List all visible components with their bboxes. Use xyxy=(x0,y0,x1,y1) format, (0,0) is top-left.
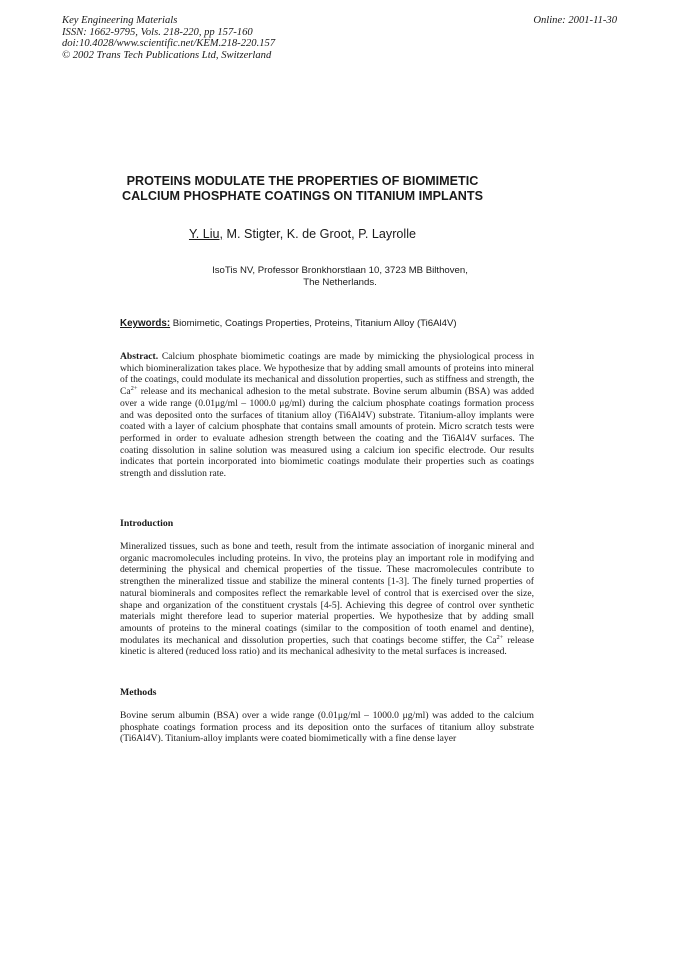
introduction-heading: Introduction xyxy=(120,518,174,529)
other-authors: M. Stigter, K. de Groot, P. Layrolle xyxy=(223,227,417,241)
copyright-line: © 2002 Trans Tech Publications Ltd, Switzerland xyxy=(62,49,272,61)
online-date: Online: 2001-11-30 xyxy=(533,15,617,26)
abstract-sup: 2+ xyxy=(130,384,138,392)
journal-name: Key Engineering Materials xyxy=(62,15,178,26)
doi-line: doi:10.4028/www.scientific.net/KEM.218-220.157 xyxy=(62,38,276,50)
affiliation-line-2: The Netherlands. xyxy=(303,276,377,288)
abstract-paragraph xyxy=(120,351,534,480)
introduction-sup: 2+ xyxy=(496,633,504,641)
author-list xyxy=(0,227,605,241)
introduction-text-1: Mineralized tissues, such as bone and teeth, result from the intimate association of inorganic mineral and organic macromolecules including proteins. In vivo, the proteins play an important role in modifying and determining the physical and chemical properties of the tissue. These macromolecules contribute to strengthen the mineralized tissue and stabilize the mineral contents [1-3]. The finely turned properties of natural biominerals and composites reflect the remarkable level of control that is exercised over the size, shape and organization of the constituent crystals [4-5]. Achieving this degree of control over synthetic materials might therefore lead to superior material properties. We hypothesize that by adding small amounts of proteins to the mineral coatings (similar to the composition of tooth enamel and dentine), modulates its mechanical and dissolution properties, such that coatings become stiffer, the Ca xyxy=(120,541,534,646)
methods-heading: Methods xyxy=(120,687,157,698)
keywords xyxy=(120,318,457,329)
paper-title-line-1: PROTEINS MODULATE THE PROPERTIES OF BIOMIMETIC xyxy=(126,174,479,188)
affiliation-line-1: IsoTis NV, Professor Bronkhorstlaan 10, 3723 MB Bilthoven, xyxy=(212,265,468,276)
introduction-text-2: release kinetic is altered (reduced loss ratio) and its mechanical adhesivity to the metal surfaces is increased. xyxy=(120,634,534,658)
keywords-text: Biomimetic, Coatings Properties, Proteins, Titanium Alloy (Ti6Al4V) xyxy=(170,318,457,329)
keywords-label: Keywords: xyxy=(120,318,171,329)
introduction-paragraph xyxy=(120,541,534,658)
abstract-label: Abstract. xyxy=(120,351,159,362)
abstract-text-2: release and its mechanical adhesion to the metal substrate. Bovine serum albumin (BSA) was added over a wide range (0.01μg/ml – 1000.0 μg/ml) during the calcium phosphate coatings formation process and was deposited onto the surfaces of titanium alloy (Ti6Al4V) substrate. Titanium-alloy implants were coated with a layer of calcium phosphate that contains small amounts of protein. Micro scratch tests were performed in order to evaluate adhesion strength between the coating and the Ti6Al4V surfaces. The coating dissolution in saline solution was measured using a calcium ion specific electrode. Our results indicates that portein incorporated into biomimetic coatings modulate their properties such as coatings strength and disslution rate. xyxy=(120,386,534,480)
issn-line: ISSN: 1662-9795, Vols. 218-220, pp 157-160 xyxy=(62,26,253,38)
first-author: Y. Liu, xyxy=(188,227,224,241)
abstract-text-1: Calcium phosphate biomimetic coatings are made by mimicking the physiological process in which biomineralization takes place. We hypothesize that by adding small amounts of proteins into mineral of the coatings, could modulate its mechanical and dissolution properties, such as stiffness and strength, the Ca xyxy=(120,351,534,398)
affiliation xyxy=(120,265,560,289)
methods-paragraph: Bovine serum albumin (BSA) over a wide range (0.01μg/ml – 1000.0 μg/ml) was added to the calcium phosphate coatings formation process and its deposition onto the surfaces of titanium alloy substrate (Ti6Al4V). Titanium-alloy implants were coated biomimetically with a fine dense layer xyxy=(120,710,534,745)
journal-header xyxy=(62,15,275,61)
paper-title-line-2: CALCIUM PHOSPHATE COATINGS ON TITANIUM IMPLANTS xyxy=(121,189,483,203)
